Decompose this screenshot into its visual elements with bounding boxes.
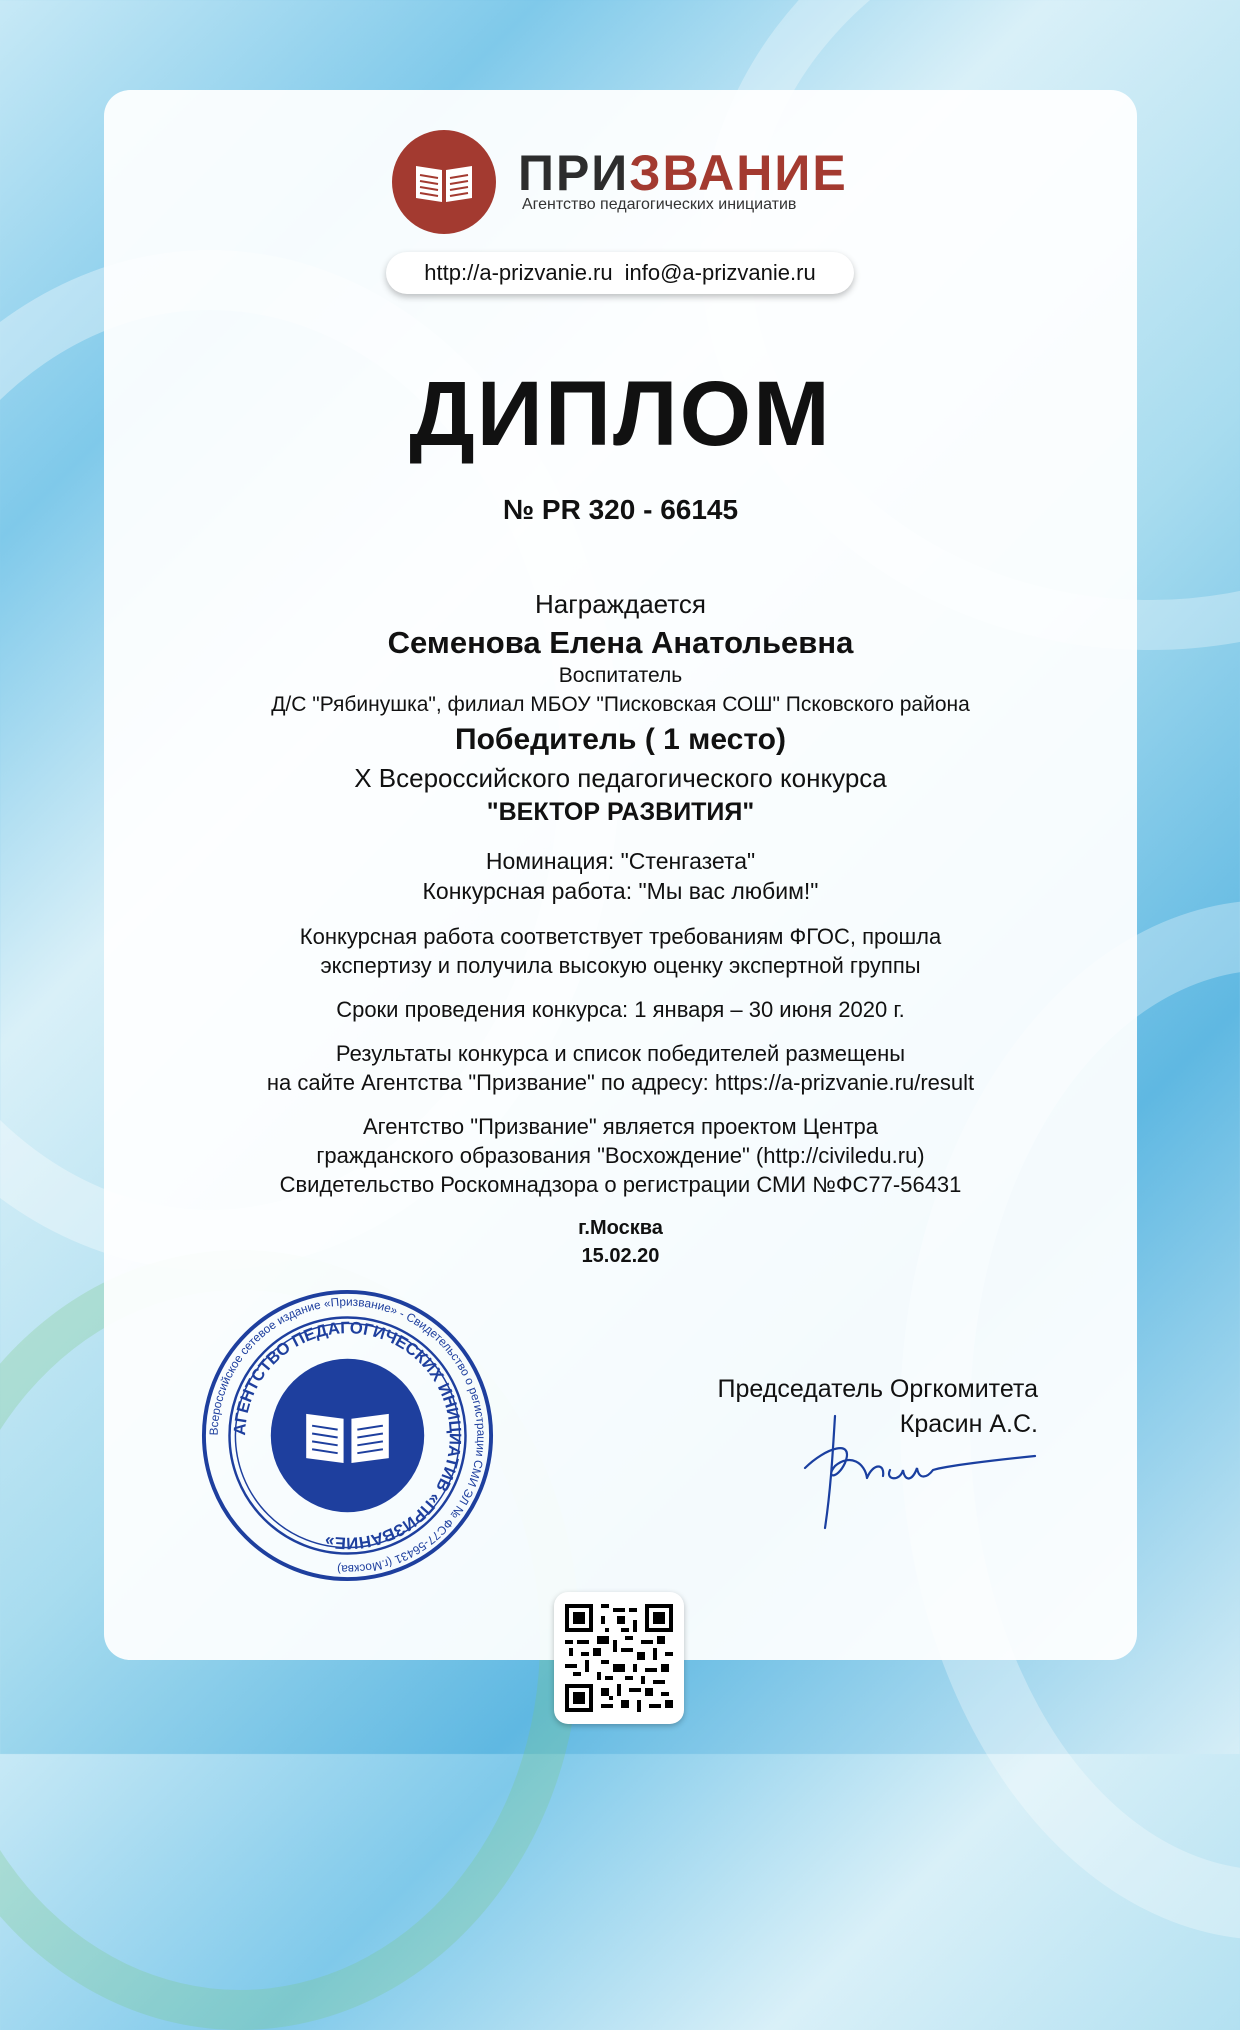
agency-line-1: Агентство "Призвание" является проектом Центра xyxy=(362,1114,878,1139)
requirements-line-1: Конкурсная работа соответствует требованиям ФГОС, прошла xyxy=(299,924,942,949)
contest-work: Конкурсная работа: "Мы вас любим!" xyxy=(422,878,819,904)
contest-dates: Сроки проведения конкурса: 1 января – 30 июня 2020 г. xyxy=(336,997,905,1022)
svg-text:АГЕНТСТВО ПЕДАГОГИЧЕСКИХ ИНИЦИ: АГЕНТСТВО ПЕДАГОГИЧЕСКИХ ИНИЦИАТИВ «ПРИЗВАНИЕ» xyxy=(230,1318,465,1553)
results-line-2: на сайте Агентства "Призвание" по адресу: https://a-prizvanie.ru/result xyxy=(266,1070,975,1095)
brand-name: ПРИЗВАНИЕ xyxy=(518,145,848,201)
qr-code[interactable] xyxy=(554,1592,684,1724)
agency-line-3: Свидетельство Роскомнадзора о регистрации СМИ №ФС77-56431 xyxy=(279,1172,962,1197)
recipient-name: Семенова Елена Анатольевна xyxy=(387,625,854,660)
recipient-organization: Д/С "Рябинушка", филиал МБОУ "Писковская СОШ" Псковского района xyxy=(271,693,970,716)
issue-date: 15.02.20 xyxy=(581,1245,660,1267)
requirements-line-2: экспертизу и получила высокую оценку экспертной группы xyxy=(320,953,921,978)
award-level: Победитель ( 1 место) xyxy=(455,723,786,756)
issue-city: г.Москва xyxy=(578,1217,663,1239)
brand-subtitle: Агентство педагогических инициатив xyxy=(522,196,797,213)
nomination: Номинация: "Стенгазета" xyxy=(485,848,756,874)
chairman-role: Председатель Оргкомитета xyxy=(717,1375,1038,1403)
handwritten-signature xyxy=(795,1408,1045,1538)
diploma-number: № PR 320 - 66145 xyxy=(502,494,739,525)
svg-text:Всероссийское сетевое издание: Всероссийское сетевое издание «Призвание» - Свидетельство о регистрации СМИ ЭЛ № ФС77-56431 (г.Москва) xyxy=(206,1294,489,1577)
awarded-label: Награждается xyxy=(535,589,706,619)
contest-line: X Всероссийского педагогического конкурса xyxy=(354,763,887,793)
contact-pill xyxy=(386,252,854,294)
chairman-name: Красин А.С. xyxy=(899,1410,1038,1438)
website-link[interactable]: http://a-prizvanie.ru xyxy=(424,260,613,285)
agency-line-2: гражданского образования "Восхождение" (http://civiledu.ru) xyxy=(316,1143,925,1168)
qr-code-icon xyxy=(565,1604,673,1712)
book-logo-icon xyxy=(392,130,496,234)
diploma-title: ДИПЛОМ xyxy=(409,363,832,465)
email-link[interactable]: info@a-prizvanie.ru xyxy=(624,260,816,285)
recipient-position: Воспитатель xyxy=(558,664,683,687)
official-stamp xyxy=(200,1288,495,1583)
results-line-1: Результаты конкурса и список победителей размещены xyxy=(335,1041,906,1066)
contest-name: "ВЕКТОР РАЗВИТИЯ" xyxy=(486,798,755,826)
